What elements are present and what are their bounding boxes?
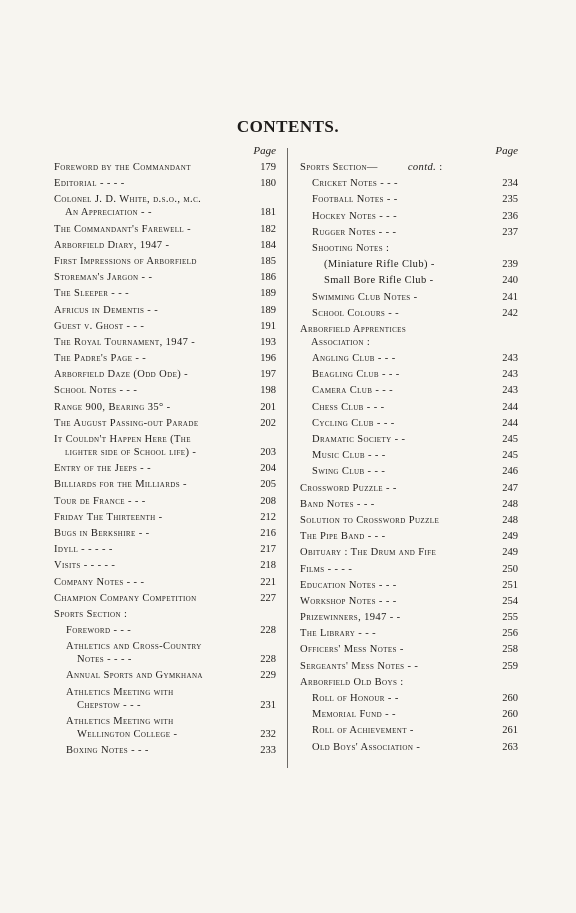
entry-page-number: 221 bbox=[260, 576, 276, 588]
entry-title: Memorial Fund - - bbox=[312, 709, 396, 721]
entry-title: Sergeants' Mess Notes - - bbox=[300, 660, 419, 672]
entry-page-number: 228 bbox=[260, 625, 276, 637]
contents-entry bbox=[54, 193, 276, 219]
entry-title: Visits - - - - - bbox=[54, 560, 116, 572]
contents-entry bbox=[54, 177, 276, 190]
entry-title: Athletics Meeting with bbox=[66, 715, 174, 727]
entry-title: Bugs in Berkshire - - bbox=[54, 527, 150, 539]
entry-page-number: 248 bbox=[502, 498, 518, 510]
entry-page-number: 196 bbox=[260, 353, 276, 365]
entry-title-continued: lighter side of School life) - bbox=[65, 447, 197, 458]
entry-page-number: 243 bbox=[502, 369, 518, 381]
entry-page-number: 231 bbox=[260, 699, 276, 711]
entry-title: Crossword Puzzle - - bbox=[300, 482, 397, 494]
entry-title: Music Club - - - bbox=[312, 450, 386, 462]
entry-title: The Library - - - bbox=[300, 628, 377, 640]
contents-entry bbox=[300, 291, 518, 304]
entry-title-continued: An Appreciation - - bbox=[65, 207, 152, 219]
contents-entry bbox=[300, 498, 518, 511]
entry-title: Roll of Honour - - bbox=[312, 693, 399, 704]
entry-title: Arborfield Apprentices bbox=[300, 323, 407, 335]
entry-title: Arborfield Old Boys : bbox=[300, 676, 404, 688]
entry-title-continued: Wellington College - bbox=[77, 728, 178, 740]
contents-entry bbox=[300, 352, 518, 365]
contents-entry bbox=[300, 660, 518, 673]
entry-page-number: 179 bbox=[260, 162, 276, 173]
contents-entry bbox=[54, 559, 276, 572]
contents-entry bbox=[54, 495, 276, 508]
entry-title: Prizewinners, 1947 - - bbox=[300, 612, 401, 624]
page-column-header: Page bbox=[495, 145, 518, 157]
entry-page-number: 246 bbox=[502, 466, 518, 478]
entry-title: Foreword by the Commandant bbox=[54, 162, 191, 173]
entry-title: Roll of Achievement - bbox=[312, 725, 414, 737]
entry-title: Officers' Mess Notes - bbox=[300, 644, 404, 656]
entry-page-number: 235 bbox=[502, 194, 518, 206]
entry-title: Old Boys' Association - bbox=[312, 741, 421, 753]
entry-page-number: 249 bbox=[502, 531, 518, 543]
entry-title: Hockey Notes - - - bbox=[312, 210, 397, 222]
entry-title: Arborfield Diary, 1947 - bbox=[54, 239, 170, 251]
contents-entry bbox=[54, 161, 276, 174]
contents-entry bbox=[54, 223, 276, 236]
contents-entry bbox=[54, 478, 276, 491]
contents-entry bbox=[54, 433, 276, 459]
contents-entry bbox=[54, 255, 276, 268]
entry-page-number: 243 bbox=[502, 385, 518, 397]
contents-entry bbox=[54, 384, 276, 397]
contents-entry bbox=[300, 708, 518, 721]
entry-title: Rugger Notes - - - bbox=[312, 226, 397, 238]
entry-title: The Commandant's Farewell - bbox=[54, 223, 192, 235]
entry-title: The Pipe Band - - - bbox=[300, 531, 386, 543]
entry-page-number: 248 bbox=[502, 514, 518, 526]
entry-page-number: 245 bbox=[502, 434, 518, 445]
entry-page-number: 258 bbox=[502, 644, 518, 656]
entry-title: Foreword - - - bbox=[66, 625, 132, 637]
entry-page-number: 186 bbox=[260, 272, 276, 284]
contents-entry bbox=[300, 530, 518, 543]
entry-page-number: 182 bbox=[260, 223, 276, 235]
entry-page-number: 201 bbox=[260, 401, 276, 413]
entry-page-number: 250 bbox=[502, 563, 518, 575]
entry-title: Workshop Notes - - - bbox=[300, 595, 397, 607]
contents-entry bbox=[300, 307, 518, 320]
entry-title-suffix: : bbox=[436, 162, 443, 173]
entry-title: (Miniature Rifle Club) - bbox=[324, 259, 435, 271]
contents-entry bbox=[300, 563, 518, 576]
entry-page-number: 240 bbox=[502, 275, 518, 287]
entry-page-number: 261 bbox=[502, 725, 518, 737]
contents-list-left bbox=[54, 161, 276, 760]
entry-title: Cycling Club - - - bbox=[312, 417, 395, 429]
contents-entry bbox=[54, 686, 276, 712]
entry-title: Athletics and Cross-Country bbox=[66, 641, 202, 653]
entry-page-number: 229 bbox=[260, 670, 276, 682]
entry-page-number: 244 bbox=[502, 417, 518, 429]
entry-page-number: 191 bbox=[260, 320, 276, 332]
entry-page-number: 243 bbox=[502, 353, 518, 365]
entry-title: Shooting Notes : bbox=[312, 242, 390, 254]
entry-title: Solution to Crossword Puzzle bbox=[300, 514, 440, 526]
entry-page-number: 184 bbox=[260, 239, 276, 251]
entry-page-number: 237 bbox=[502, 226, 518, 238]
entry-title: Dramatic Society - - bbox=[312, 434, 406, 445]
entry-page-number: 241 bbox=[502, 291, 518, 303]
contents-entry bbox=[300, 226, 518, 239]
entry-title: It Couldn't Happen Here (The bbox=[54, 434, 191, 445]
entry-page-number: 254 bbox=[502, 595, 518, 607]
entry-title: Obituary : The Drum and Fife bbox=[300, 547, 437, 559]
contents-entry bbox=[54, 304, 276, 317]
entry-page-number: 236 bbox=[502, 210, 518, 222]
entry-title: Africus in Dementis - - bbox=[54, 304, 159, 316]
contents-entry bbox=[300, 433, 518, 446]
entry-title: Cricket Notes - - - bbox=[312, 178, 398, 190]
entry-title: Colonel J. D. White, d.s.o., m.c. bbox=[54, 194, 202, 206]
contents-entry bbox=[54, 401, 276, 414]
contents-entry bbox=[300, 417, 518, 430]
contents-entry bbox=[300, 274, 518, 287]
entry-title: The Royal Tournament, 1947 - bbox=[54, 336, 196, 348]
entry-page-number: 180 bbox=[260, 178, 276, 190]
entry-page-number: 208 bbox=[260, 495, 276, 507]
contents-entry bbox=[54, 368, 276, 381]
entry-page-number: 260 bbox=[502, 693, 518, 704]
entry-page-number: 263 bbox=[502, 741, 518, 753]
entry-title: Swimming Club Notes - bbox=[312, 291, 418, 303]
entry-title-continued: Notes - - - - bbox=[77, 654, 132, 666]
entry-page-number: 233 bbox=[260, 745, 276, 756]
contents-entry bbox=[54, 576, 276, 589]
entry-title: Company Notes - - - bbox=[54, 576, 145, 588]
entry-title: The Sleeper - - - bbox=[54, 288, 130, 300]
contents-entry bbox=[54, 239, 276, 252]
entry-title: Champion Company Competition bbox=[54, 592, 197, 604]
contents-entry bbox=[300, 611, 518, 624]
entry-page-number: 202 bbox=[260, 417, 276, 429]
contents-entry bbox=[300, 627, 518, 640]
contents-entry bbox=[300, 210, 518, 223]
entry-title: Swing Club - - - bbox=[312, 466, 386, 478]
page-column-header: Page bbox=[253, 145, 276, 157]
entry-title: Films - - - - bbox=[300, 563, 353, 575]
entry-title-italic: contd. bbox=[407, 162, 437, 173]
entry-page-number: 217 bbox=[260, 544, 276, 556]
entry-page-number: 255 bbox=[502, 612, 518, 624]
entry-page-number: 204 bbox=[260, 463, 276, 475]
entry-page-number: 260 bbox=[502, 709, 518, 721]
entry-title: Storeman's Jargon - - bbox=[54, 272, 153, 284]
contents-entry bbox=[54, 336, 276, 349]
entry-title: Boxing Notes - - - bbox=[66, 745, 149, 756]
entry-title: Education Notes - - - bbox=[300, 579, 397, 591]
contents-entry bbox=[300, 643, 518, 656]
contents-entry bbox=[300, 692, 518, 705]
contents-entry bbox=[300, 465, 518, 478]
entry-title: First Impressions of Arborfield bbox=[54, 255, 197, 267]
entry-title: Sports Section : bbox=[54, 608, 128, 620]
entry-title: The August Passing-out Parade bbox=[54, 417, 199, 429]
entry-page-number: 189 bbox=[260, 304, 276, 316]
entry-page-number: 227 bbox=[260, 592, 276, 604]
contents-entry bbox=[54, 527, 276, 540]
entry-title: Entry of the Jeeps - - bbox=[54, 463, 151, 475]
entry-page-number: 242 bbox=[502, 307, 518, 319]
contents-entry bbox=[300, 384, 518, 397]
entry-title-continued: Association : bbox=[311, 336, 371, 348]
entry-page-number: 205 bbox=[260, 479, 276, 491]
contents-entry bbox=[300, 258, 518, 271]
contents-entry bbox=[300, 323, 518, 349]
contents-entry bbox=[300, 724, 518, 737]
contents-entry bbox=[54, 287, 276, 300]
entry-page-number: 239 bbox=[502, 259, 518, 271]
contents-entry bbox=[300, 741, 518, 754]
contents-entry bbox=[54, 511, 276, 524]
entry-title: Small Bore Rifle Club - bbox=[324, 275, 434, 287]
entry-page-number: 232 bbox=[260, 728, 276, 740]
entry-title: Sports Section— bbox=[300, 162, 378, 173]
entry-title: Friday The Thirteenth - bbox=[54, 511, 163, 523]
entry-title: Annual Sports and Gymkhana bbox=[66, 670, 203, 682]
entry-page-number: 259 bbox=[502, 660, 518, 672]
contents-entry bbox=[300, 514, 518, 527]
column-divider bbox=[287, 148, 288, 768]
entry-title: Tour de France - - - bbox=[54, 495, 146, 507]
entry-title: Athletics Meeting with bbox=[66, 686, 174, 698]
contents-entry bbox=[54, 352, 276, 365]
entry-page-number: 189 bbox=[260, 288, 276, 300]
entry-page-number: 185 bbox=[260, 255, 276, 267]
contents-entry bbox=[300, 595, 518, 608]
page-title: CONTENTS. bbox=[236, 117, 340, 136]
contents-entry bbox=[300, 676, 518, 689]
entry-page-number: 249 bbox=[502, 547, 518, 559]
entry-title: The Padre's Page - - bbox=[54, 353, 147, 365]
contents-entry bbox=[300, 177, 518, 190]
contents-entry bbox=[54, 669, 276, 682]
entry-title: Angling Club - - - bbox=[312, 353, 396, 365]
contents-entry bbox=[300, 368, 518, 381]
contents-entry bbox=[300, 242, 518, 255]
entry-title: Range 900, Bearing 35° - bbox=[54, 401, 171, 413]
entry-page-number: 244 bbox=[502, 401, 518, 413]
entry-title: School Colours - - bbox=[312, 307, 400, 319]
contents-entry bbox=[54, 417, 276, 430]
entry-page-number: 197 bbox=[260, 369, 276, 381]
contents-entry bbox=[300, 449, 518, 462]
contents-entry bbox=[300, 546, 518, 559]
entry-page-number: 245 bbox=[502, 450, 518, 462]
contents-entry bbox=[300, 579, 518, 592]
entry-title-continued: Chepstow - - - bbox=[77, 699, 141, 711]
entry-page-number: 247 bbox=[502, 482, 518, 494]
contents-entry bbox=[54, 744, 276, 757]
entry-page-number: 251 bbox=[502, 579, 518, 591]
entry-title: School Notes - - - bbox=[54, 385, 138, 397]
entry-page-number: 218 bbox=[260, 560, 276, 572]
entry-page-number: 228 bbox=[260, 654, 276, 666]
entry-title: Beagling Club - - - bbox=[312, 369, 400, 381]
entry-title: Band Notes - - - bbox=[300, 498, 375, 510]
entry-page-number: 256 bbox=[502, 628, 518, 640]
entry-page-number: 198 bbox=[260, 385, 276, 397]
entry-title: Arborfield Daze (Odd Ode) - bbox=[54, 369, 189, 381]
contents-list-right bbox=[300, 161, 518, 757]
contents-entry bbox=[54, 640, 276, 666]
contents-entry bbox=[54, 543, 276, 556]
contents-entry bbox=[54, 462, 276, 475]
entry-title: Billiards for the Milliards - bbox=[54, 479, 187, 491]
contents-entry bbox=[54, 320, 276, 333]
contents-entry bbox=[54, 592, 276, 605]
entry-page-number: 203 bbox=[260, 447, 276, 458]
entry-title: Guest v. Ghost - - - bbox=[54, 320, 145, 332]
entry-page-number: 181 bbox=[260, 207, 276, 219]
entry-page-number: 212 bbox=[260, 511, 276, 523]
entry-title: Camera Club - - - bbox=[312, 385, 394, 397]
contents-entry bbox=[300, 482, 518, 495]
contents-entry bbox=[54, 608, 276, 621]
entry-title: Chess Club - - - bbox=[312, 401, 385, 413]
entry-title: Editorial - - - - bbox=[54, 178, 125, 190]
entry-page-number: 234 bbox=[502, 178, 518, 190]
entry-page-number: 216 bbox=[260, 527, 276, 539]
contents-entry bbox=[54, 715, 276, 741]
contents-entry bbox=[54, 624, 276, 637]
entry-page-number: 193 bbox=[260, 336, 276, 348]
contents-entry bbox=[300, 193, 518, 206]
contents-entry bbox=[300, 401, 518, 414]
entry-title: Football Notes - - bbox=[312, 194, 398, 206]
contents-entry bbox=[300, 161, 518, 174]
entry-title: Idyll - - - - - bbox=[54, 544, 113, 556]
contents-entry bbox=[54, 271, 276, 284]
